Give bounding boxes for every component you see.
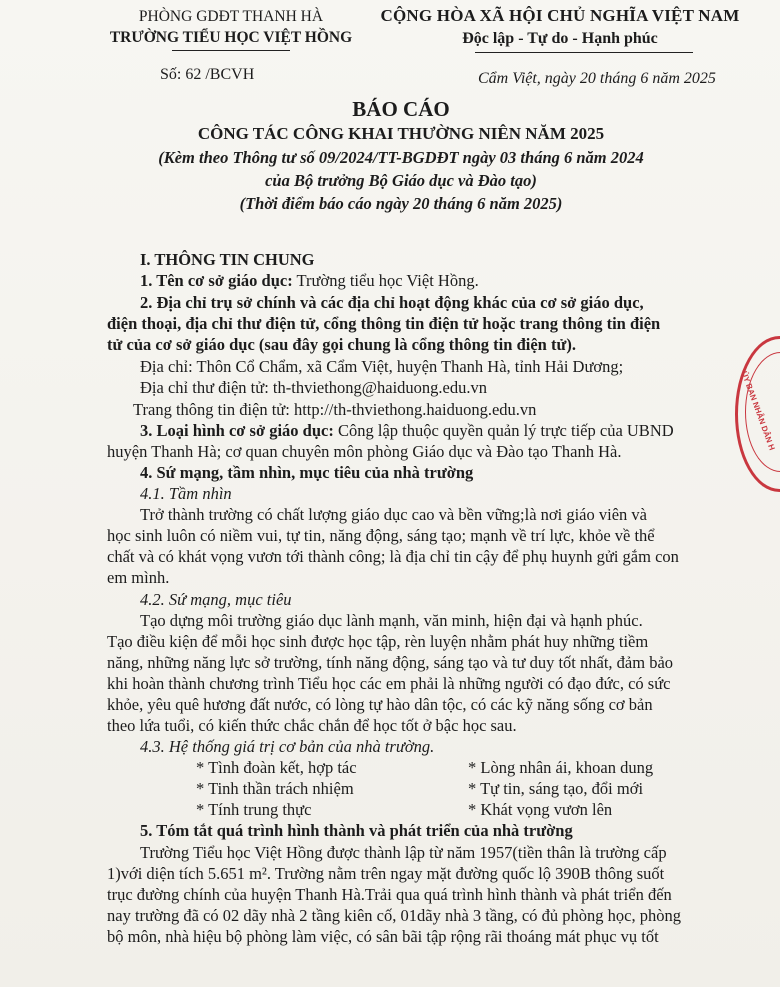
- report-reference-line1: (Kèm theo Thông tư số 09/2024/TT-BGDĐT ngày 03 tháng 6 năm 2024: [158, 148, 644, 167]
- vision-line: Trở thành trường có chất lượng giáo dục cao và bền vững;là nơi giáo viên và: [140, 505, 647, 524]
- school-type-line2: huyện Thanh Hà; cơ quan chuyên môn phòng Giáo dục và Đào tạo Thanh Hà.: [107, 442, 622, 461]
- website-line: Trang thông tin điện tử: http://th-thviethong.haiduong.edu.vn: [133, 400, 537, 419]
- national-motto: Độc lập - Tự do - Hạnh phúc: [462, 30, 658, 47]
- history-line: 1)với diện tích 5.651 m². Trường nằm trên ngay mặt đường quốc lộ 390B thông suốt: [107, 864, 665, 883]
- history-line: nay trường đã có 02 dãy nhà 2 tầng kiên cố, 01dãy nhà 3 tầng, có đủ phòng học, phòng: [107, 906, 681, 925]
- national-header: [360, 4, 760, 53]
- field-value: Công lập thuộc quyền quản lý trực tiếp của UBND: [333, 421, 674, 440]
- value-item: * Tình đoàn kết, hợp tác: [196, 758, 357, 777]
- motto-underline: [475, 52, 693, 53]
- section-heading: I. THÔNG TIN CHUNG: [140, 250, 315, 269]
- school-name-line: [140, 271, 479, 291]
- document-number: Số: 62 /BCVH: [160, 66, 255, 83]
- report-time: (Thời điểm báo cáo ngày 20 tháng 6 năm 2025): [239, 194, 563, 213]
- value-item: * Khát vọng vươn lên: [468, 800, 613, 819]
- field-label: 1. Tên cơ sở giáo dục:: [140, 271, 293, 290]
- vision-line: chất và có khát vọng vươn tới thành công; là địa chỉ tin cậy để phụ huynh gửi gắm con: [107, 547, 679, 566]
- history-line: trục đường chính của huyện Thanh Hà.Trải qua quá trình hình thành và phát triển đến: [107, 885, 672, 904]
- mission-line: khỏe, yêu quê hương đất nước, có lòng tự hào dân tộc, có các kỹ năng sống cơ bản: [107, 695, 653, 714]
- address-heading-line2: điện thoại, địa chỉ thư điện tử, cổng thông tin điện tử hoặc trang thông tin điện: [107, 314, 661, 333]
- history-line: Trường Tiểu học Việt Hồng được thành lập từ năm 1957(tiền thân là trường cấp: [140, 843, 667, 862]
- vision-line: học sinh luôn có niềm vui, tự tin, năng động, sáng tạo; mạnh về trí lực, khỏe về thể: [107, 526, 655, 545]
- mission-line: khi hoàn thành chương trình Tiểu học các em phải là những người có đạo đức, có sức: [107, 674, 671, 693]
- history-section-heading: 5. Tóm tắt quá trình hình thành và phát triển của nhà trường: [140, 821, 573, 840]
- value-item: * Tính trung thực: [196, 800, 312, 819]
- value-item: * Tự tin, sáng tạo, đổi mới: [468, 779, 644, 798]
- issuer-underline: [172, 50, 290, 51]
- mission-section-heading: 4. Sứ mạng, tầm nhìn, mục tiêu của nhà trường: [140, 463, 474, 482]
- value-item: * Lòng nhân ái, khoan dung: [468, 758, 654, 777]
- address-line: Địa chỉ: Thôn Cổ Chẩm, xã Cẩm Việt, huyện Thanh Hà, tỉnh Hải Dương;: [140, 357, 624, 376]
- email-line: Địa chỉ thư điện tử: th-thviethong@haiduong.edu.vn: [140, 378, 487, 397]
- school-name: TRƯỜNG TIỂU HỌC VIỆT HỒNG: [109, 29, 353, 46]
- mission-line: Tạo dựng môi trường giáo dục lành mạnh, văn minh, hiện đại và hạnh phúc.: [140, 611, 643, 630]
- mission-line: Tạo điều kiện để mỗi học sinh được học tập, rèn luyện nhằm phát huy những tiềm: [107, 632, 649, 651]
- report-title-block: [0, 96, 780, 215]
- address-heading-line3: tử của cơ sở giáo dục (sau đây gọi chung là cổng thông tin điện tử).: [107, 335, 576, 354]
- address-heading-line1: 2. Địa chỉ trụ sở chính và các địa chỉ hoạt động khác của cơ sở giáo dục,: [140, 293, 644, 312]
- field-value: Trường tiểu học Việt Hồng.: [292, 271, 479, 290]
- mission-line: theo lứa tuổi, có kiến thức chắc chắn để học tốt ở bậc học sau.: [107, 716, 517, 735]
- issuer-header: [96, 6, 366, 51]
- document-date: Cẩm Việt, ngày 20 tháng 6 năm 2025: [478, 70, 716, 87]
- vision-line: em mình.: [107, 568, 170, 587]
- mission-heading: 4.2. Sứ mạng, mục tiêu: [140, 590, 292, 609]
- seal-text: ỦY BAN NHÂN DÂN H: [739, 370, 777, 452]
- national-title: CỘNG HÒA XÃ HỘI CHỦ NGHĨA VIỆT NAM: [380, 6, 740, 25]
- mission-line: năng, những năng lực sở trường, tính năng động, sáng tạo và tư duy tốt nhất, đảm bảo: [107, 653, 674, 672]
- report-reference-line2: của Bộ trưởng Bộ Giáo dục và Đào tạo): [265, 171, 537, 190]
- value-item: * Tinh thần trách nhiệm: [196, 779, 354, 798]
- vision-heading: 4.1. Tầm nhìn: [140, 484, 232, 503]
- values-heading: 4.3. Hệ thống giá trị cơ bản của nhà trường.: [140, 737, 435, 756]
- report-title: BÁO CÁO: [352, 97, 450, 121]
- field-label: 3. Loại hình cơ sở giáo dục:: [140, 421, 334, 440]
- school-type-line1: [140, 421, 674, 441]
- history-line: bộ môn, nhà hiệu bộ phòng làm việc, có sân bãi tập rộng rãi thoáng mát phục vụ tốt: [107, 927, 659, 946]
- department-name: PHÒNG GDĐT THANH HÀ: [138, 8, 324, 25]
- report-subtitle: CÔNG TÁC CÔNG KHAI THƯỜNG NIÊN NĂM 2025: [197, 124, 605, 143]
